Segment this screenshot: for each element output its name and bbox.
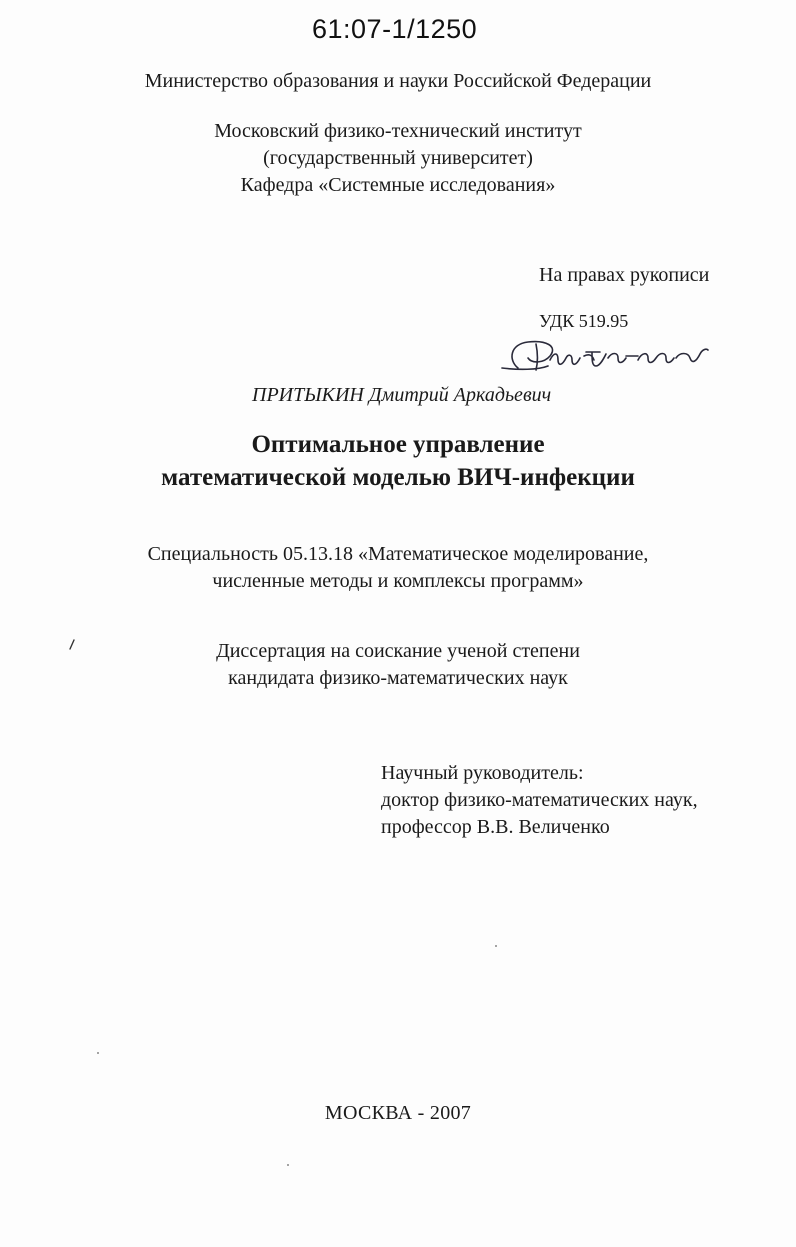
- catalog-number: 61:07-1/1250: [312, 14, 478, 44]
- institute-block: [0, 118, 796, 199]
- rights-notice: На правах рукописи: [539, 264, 710, 286]
- author-name: ПРИТЫКИН Дмитрий Аркадьевич: [252, 384, 552, 406]
- specialty-line-1: Специальность 05.13.18 «Математическое моделирование,: [147, 543, 649, 565]
- supervisor-degree: доктор физико-математических наук,: [381, 789, 698, 811]
- thesis-title: [0, 428, 796, 494]
- scan-speck: [287, 1164, 289, 1166]
- title-line-2: математической моделью ВИЧ-инфекции: [161, 464, 635, 491]
- supervisor-label: Научный руководитель:: [381, 762, 584, 784]
- city-and-year: МОСКВА - 2007: [324, 1102, 472, 1124]
- department-name: Кафедра «Системные исследования»: [240, 174, 556, 196]
- udc-code: УДК 519.95: [539, 311, 629, 331]
- scan-speck: [97, 1052, 99, 1054]
- supervisor-name: профессор В.В. Величенко: [381, 816, 610, 838]
- degree-line-2: кандидата физико-математических наук: [228, 667, 568, 689]
- degree-statement: [0, 638, 796, 692]
- institute-name: Московский физико-технический институт: [214, 120, 582, 142]
- supervisor-block: [381, 760, 698, 841]
- specialty-line-2: численные методы и комплексы программ»: [212, 570, 584, 592]
- institute-status: (государственный университет): [263, 147, 533, 169]
- scan-speck: [495, 945, 497, 947]
- degree-line-1: Диссертация на соискание ученой степени: [216, 640, 580, 662]
- ministry-heading: Министерство образования и науки Российской Федерации: [144, 70, 652, 92]
- specialty-block: [0, 541, 796, 595]
- handwritten-signature: [488, 330, 718, 380]
- title-line-1: Оптимальное управление: [251, 431, 545, 458]
